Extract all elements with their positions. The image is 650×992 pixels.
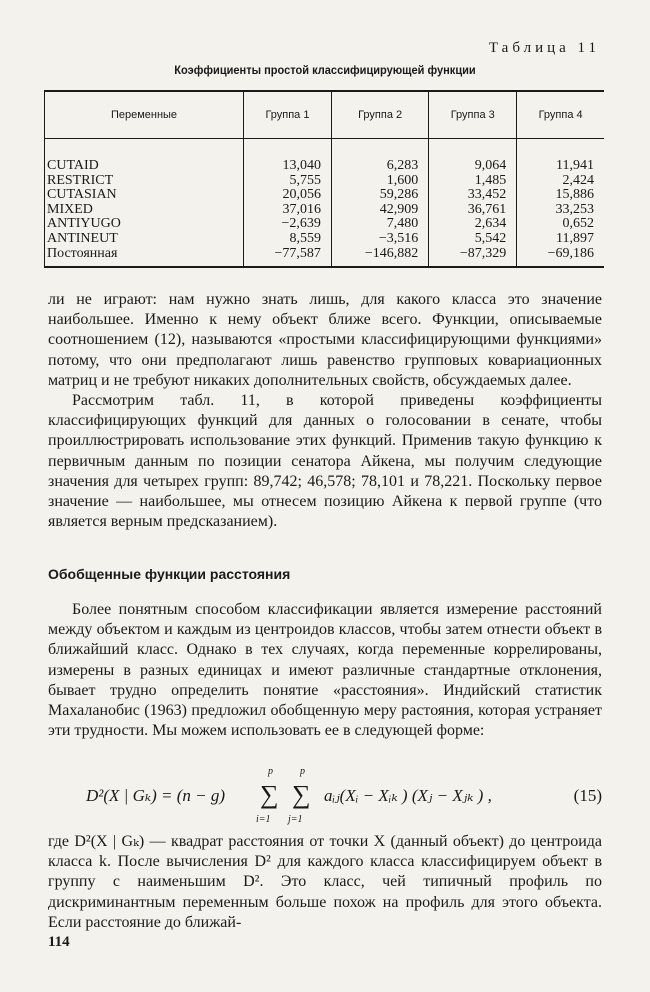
coefficients-table: [44, 90, 604, 268]
table-cell: 0,652: [562, 216, 594, 232]
table-cell: RESTRICT: [47, 172, 114, 188]
table-cell: CUTASIAN: [47, 187, 117, 203]
column-header-variables: Переменные: [45, 91, 244, 139]
text-block-bottom: [48, 832, 602, 933]
page-number: 114: [48, 934, 70, 950]
table-cell: 1,485: [474, 172, 507, 188]
variables-column: [45, 139, 244, 268]
group-3-column: [429, 139, 517, 268]
sum-1-upper: p: [268, 766, 273, 777]
formula-number: (15): [573, 786, 602, 805]
table-cell: 5,542: [474, 230, 507, 246]
text-block-middle: [48, 600, 602, 741]
column-header-group-4: Группа 4: [517, 91, 604, 139]
table-cell: 13,040: [282, 158, 321, 173]
sum-1-lower: i=1: [256, 814, 271, 825]
formula-lhs: D²(X | Gₖ) = (n − g): [86, 786, 225, 805]
text-block-top: [48, 290, 602, 532]
table-cell: 9,064: [474, 158, 507, 173]
table-cell: 42,909: [379, 201, 419, 217]
table-title: Коэффициенты простой классифицирующей функции: [174, 63, 476, 77]
table-cell: 5,755: [289, 172, 321, 188]
table-cell: Постоянная: [47, 245, 118, 261]
table-cell: −2,639: [281, 216, 321, 232]
paragraph-3: Более понятным способом классификации является измерение расстояний между объектом и каждым из центроидов классов, чтобы затем отнести объект в ближайший класс. Однако в тех случаях, когда переменные коррелированы, измерены в разных единицах и имеют различные стандартные отклонения, бывает трудно определить понятие «расстояния». Индийский статистик Махаланобис (1963) предложил обобщенную меру растояния, которая устраняет эти трудности. Мы можем использовать ее в следующей форме:: [48, 601, 602, 740]
paragraph-4: где D²(X | Gₖ) — квадрат расстояния от точки X (данный объект) до центроида класса k. После вычисления D² для каждого класса классифицируем объект в группу с наименьшим D². Это класс, чей типичный профиль по дискриминантным переменным больше похож на профиль для этого объекта. Если расстояние до ближай-: [48, 833, 602, 931]
table-cell: 2,424: [562, 172, 594, 188]
table-cell: 1,600: [386, 172, 419, 188]
paragraph-2: Рассмотрим табл. 11, в которой приведены коэффициенты классифицирующих функций для данных о голосовании в сенате, чтобы проиллюстрировать использование этих функций. Применив такую функцию к первичным данным по позиции сенатора Айкена, мы получим следующие значения для четырех групп: 89,742; 46,578; 78,101 и 78,221. Поскольку первое значение — наибольшее, мы отнесем позицию Айкена к первой группе (что является верным предсказанием).: [48, 392, 602, 531]
table-cell: 6,283: [386, 158, 419, 173]
table-cell: 59,286: [379, 187, 419, 203]
table-cell: 8,559: [289, 230, 321, 246]
paragraph-1: ли не играют: нам нужно знать лишь, для какого класса это значение наибольшее. Именно к нему объект ближе всего. Функции, описываемые соотношением (12), называются «простыми классифицирующими функциями» потому, что они предполагают лишь равенство групповых ковариационных матриц и не требуют никаких дополнительных свойств, обсуждаемых далее.: [48, 291, 602, 389]
sum-2-upper: p: [300, 766, 305, 777]
table-cell: −69,186: [547, 245, 594, 261]
table-label: Таблица 11: [488, 40, 600, 56]
table-cell: 33,452: [467, 187, 507, 203]
table-cell: CUTAID: [47, 158, 99, 173]
table-cell: 33,253: [555, 201, 594, 217]
table-cell: 20,056: [282, 187, 321, 203]
sum-2-symbol: ∑: [292, 780, 311, 809]
table-cell: 7,480: [386, 216, 419, 232]
group-4-column: [517, 139, 604, 268]
column-header-group-3: Группа 3: [429, 91, 517, 139]
table-cell: 37,016: [282, 201, 321, 217]
table-cell: −87,329: [459, 245, 507, 261]
table-cell: 11,941: [556, 158, 594, 173]
section-heading: Обобщенные функции расстояния: [48, 566, 291, 582]
table-cell: −77,587: [274, 245, 321, 261]
column-header-group-2: Группа 2: [331, 91, 428, 139]
table-cell: 2,634: [474, 216, 507, 232]
table-cell: MIXED: [47, 201, 93, 217]
group-2-column: [331, 139, 428, 268]
sum-2-lower: j=1: [288, 814, 303, 825]
table-cell: −3,516: [378, 230, 419, 246]
group-1-column: [244, 139, 332, 268]
formula-rhs: aᵢⱼ(Xᵢ − Xᵢₖ ) (Xⱼ − Xⱼₖ ) ,: [324, 786, 492, 805]
table-cell: ANTINEUT: [47, 230, 118, 246]
table-cell: 15,886: [555, 187, 594, 203]
table-cell: 11,897: [556, 230, 594, 246]
sum-1-symbol: ∑: [260, 780, 279, 809]
formula-15: [86, 762, 602, 825]
table-cell: −146,882: [364, 245, 419, 261]
table-cell: 36,761: [467, 201, 507, 217]
table-cell: ANTIYUGO: [47, 216, 121, 232]
column-header-group-1: Группа 1: [244, 91, 332, 139]
